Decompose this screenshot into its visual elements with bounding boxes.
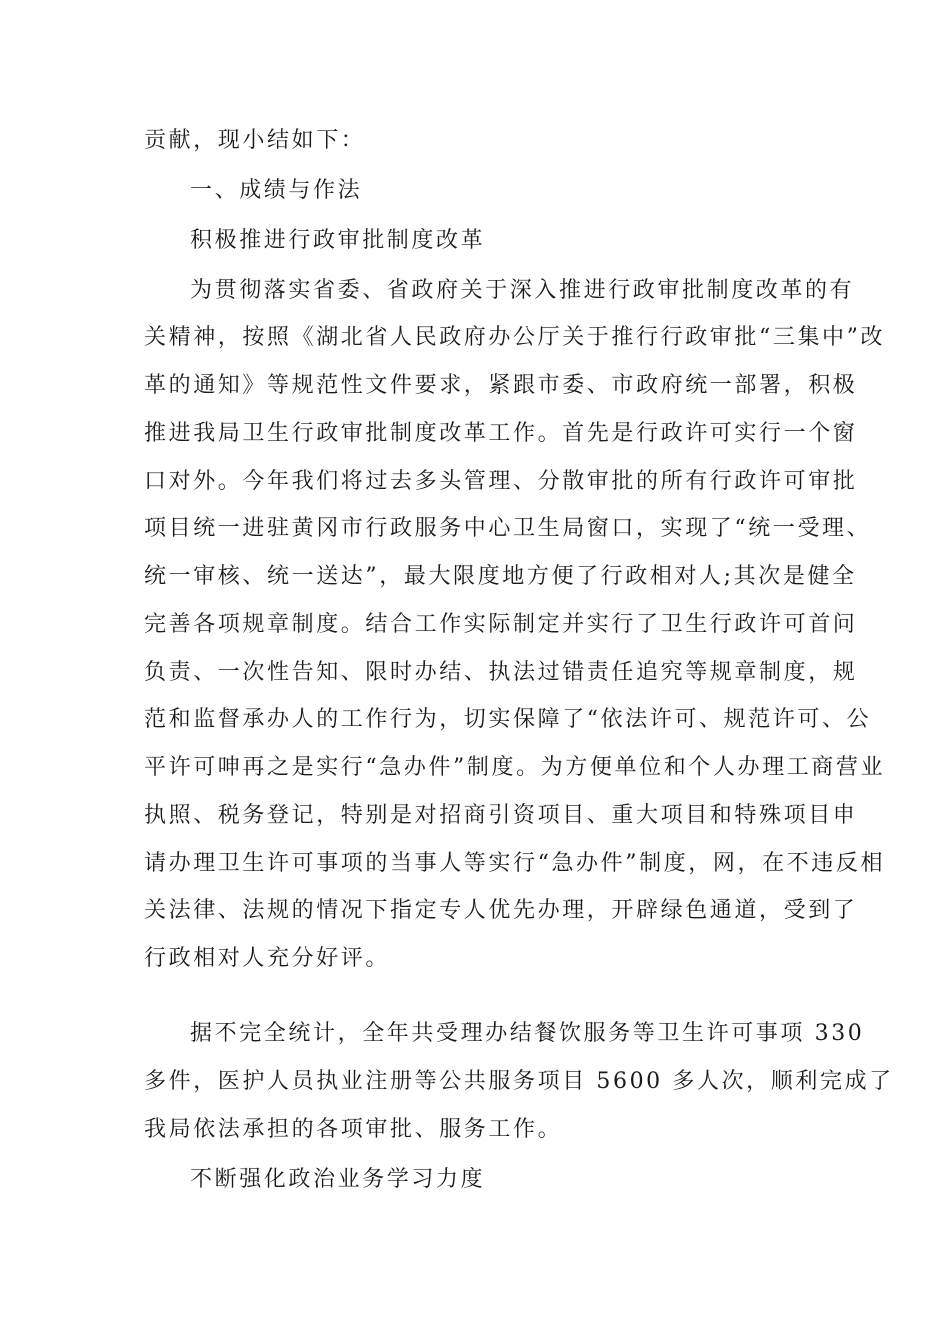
paragraph-line: 完善各项规章制度。结合工作实际制定并实行了卫生行政许可首问 xyxy=(144,612,858,637)
paragraph-line: 推进我局卫生行政审批制度改革工作。首先是行政许可实行一个窗 xyxy=(144,421,858,446)
paragraph-line: 关精神，按照《湖北省人民政府办公厅关于推行行政审批“三集中”改 xyxy=(144,325,886,350)
paragraph-line: 负责、一次性告知、限时办结、执法过错责任追究等规章制度，规 xyxy=(144,660,858,685)
paragraph-line: 平许可呻再之是实行“急办件”制度。为方便单位和个人办理工商营业 xyxy=(144,755,886,780)
paragraph-line: 执照、税务登记，特别是对招商引资项目、重大项目和特殊项目申 xyxy=(144,803,858,828)
section-heading: 一、成绩与作法 xyxy=(190,178,363,203)
intro-tail-text: 贡献，现小结如下： xyxy=(144,128,366,153)
paragraph-line: 关法律、法规的情况下指定专人优先办理，开辟绿色通道，受到了 xyxy=(144,898,858,923)
subsection-heading: 不断强化政治业务学习力度 xyxy=(190,1167,486,1192)
paragraph-line: 范和监督承办人的工作行为，切实保障了“依法许可、规范许可、公 xyxy=(144,707,872,732)
statistics-paragraph-line: 我局依法承担的各项审批、服务工作。 xyxy=(144,1117,563,1142)
paragraph-line: 为贯彻落实省委、省政府关于深入推进行政审批制度改革的有 xyxy=(190,278,855,303)
subsection-heading: 积极推进行政审批制度改革 xyxy=(190,228,486,253)
paragraph-line: 请办理卫生许可事项的当事人等实行“急办件”制度，网，在不违反相 xyxy=(144,851,886,876)
paragraph-line: 革的通知》等规范性文件要求，紧跟市委、市政府统一部署，积极 xyxy=(144,373,858,398)
paragraph-line: 口对外。今年我们将过去多头管理、分散审批的所有行政许可审批 xyxy=(144,469,858,494)
paragraph-line: 统一审核、统一送达”，最大限度地方便了行政相对人;其次是健全 xyxy=(144,564,857,589)
paragraph-line: 行政相对人充分好评。 xyxy=(144,946,391,971)
statistics-paragraph-line: 据不完全统计，全年共受理办结餐饮服务等卫生许可事项 330 xyxy=(190,1021,865,1046)
statistics-paragraph-line: 多件，医护人员执业注册等公共服务项目 5600 多人次，顺利完成了 xyxy=(144,1069,894,1094)
paragraph-line: 项目统一进驻黄冈市行政服务中心卫生局窗口，实现了“统一受理、 xyxy=(144,516,872,541)
